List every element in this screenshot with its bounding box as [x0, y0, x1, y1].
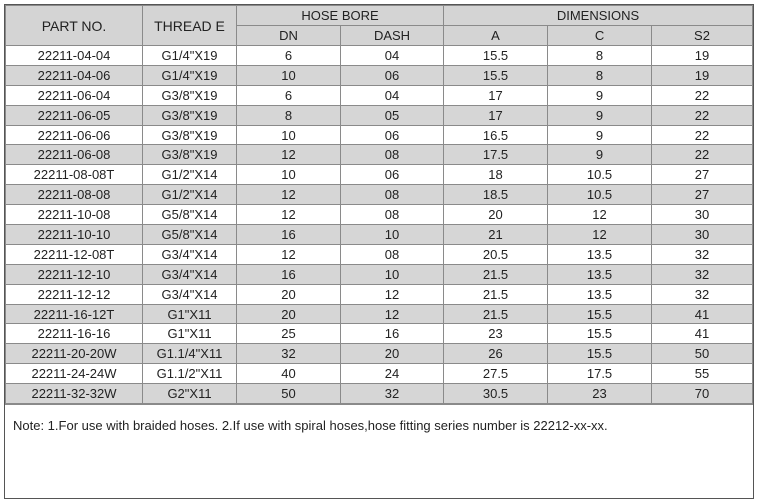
- header-s2: S2: [652, 26, 753, 46]
- cell-c: 9: [548, 145, 652, 165]
- cell-a: 23: [444, 324, 548, 344]
- cell-thread-e: G1.1/4"X11: [143, 344, 237, 364]
- cell-part-no: 22211-12-12: [6, 284, 143, 304]
- cell-dn: 12: [237, 145, 341, 165]
- cell-dn: 10: [237, 165, 341, 185]
- cell-c: 10.5: [548, 165, 652, 185]
- table-row: [6, 244, 753, 264]
- cell-c: 9: [548, 105, 652, 125]
- cell-dash: 05: [341, 105, 444, 125]
- cell-a: 27.5: [444, 364, 548, 384]
- table-header: [6, 6, 753, 46]
- cell-thread-e: G3/8"X19: [143, 85, 237, 105]
- cell-thread-e: G3/8"X19: [143, 125, 237, 145]
- cell-s2: 27: [652, 185, 753, 205]
- cell-s2: 30: [652, 205, 753, 225]
- cell-dn: 12: [237, 244, 341, 264]
- header-dimensions: DIMENSIONS: [444, 6, 753, 26]
- header-dash: DASH: [341, 26, 444, 46]
- table-row: [6, 65, 753, 85]
- cell-dn: 32: [237, 344, 341, 364]
- table-row: [6, 284, 753, 304]
- cell-dash: 08: [341, 185, 444, 205]
- cell-dash: 32: [341, 384, 444, 404]
- header-part-no: PART NO.: [6, 6, 143, 46]
- cell-thread-e: G5/8"X14: [143, 205, 237, 225]
- cell-dash: 06: [341, 125, 444, 145]
- table-row: [6, 185, 753, 205]
- cell-c: 8: [548, 65, 652, 85]
- cell-c: 9: [548, 85, 652, 105]
- cell-a: 21.5: [444, 304, 548, 324]
- cell-part-no: 22211-12-10: [6, 264, 143, 284]
- table-row: [6, 105, 753, 125]
- cell-a: 17.5: [444, 145, 548, 165]
- cell-part-no: 22211-06-04: [6, 85, 143, 105]
- cell-dash: 20: [341, 344, 444, 364]
- cell-dn: 16: [237, 264, 341, 284]
- table-row: [6, 264, 753, 284]
- cell-dash: 16: [341, 324, 444, 344]
- cell-dn: 50: [237, 384, 341, 404]
- cell-dash: 08: [341, 145, 444, 165]
- header-hose-bore: HOSE BORE: [237, 6, 444, 26]
- cell-s2: 22: [652, 145, 753, 165]
- cell-a: 18: [444, 165, 548, 185]
- cell-a: 30.5: [444, 384, 548, 404]
- cell-dn: 8: [237, 105, 341, 125]
- cell-part-no: 22211-08-08: [6, 185, 143, 205]
- cell-s2: 22: [652, 125, 753, 145]
- cell-c: 13.5: [548, 264, 652, 284]
- cell-part-no: 22211-10-08: [6, 205, 143, 225]
- cell-c: 15.5: [548, 304, 652, 324]
- cell-part-no: 22211-04-06: [6, 65, 143, 85]
- cell-c: 12: [548, 205, 652, 225]
- cell-s2: 32: [652, 244, 753, 264]
- table-row: [6, 125, 753, 145]
- cell-part-no: 22211-32-32W: [6, 384, 143, 404]
- cell-c: 15.5: [548, 344, 652, 364]
- cell-a: 15.5: [444, 46, 548, 66]
- cell-a: 21.5: [444, 284, 548, 304]
- cell-dn: 25: [237, 324, 341, 344]
- cell-c: 17.5: [548, 364, 652, 384]
- cell-thread-e: G1.1/2"X11: [143, 364, 237, 384]
- cell-c: 13.5: [548, 284, 652, 304]
- cell-s2: 32: [652, 284, 753, 304]
- table-row: [6, 384, 753, 404]
- cell-a: 17: [444, 105, 548, 125]
- cell-s2: 19: [652, 65, 753, 85]
- cell-dn: 12: [237, 205, 341, 225]
- cell-dash: 08: [341, 205, 444, 225]
- table-row: [6, 85, 753, 105]
- cell-thread-e: G3/8"X19: [143, 105, 237, 125]
- cell-s2: 27: [652, 165, 753, 185]
- table-row: [6, 344, 753, 364]
- table-row: [6, 324, 753, 344]
- cell-a: 16.5: [444, 125, 548, 145]
- footnote: Note: 1.For use with braided hoses. 2.If use with spiral hoses,hose fitting series number is 22212-xx-xx.: [5, 404, 753, 447]
- table-row: [6, 364, 753, 384]
- table-row: [6, 205, 753, 225]
- table-row: [6, 304, 753, 324]
- cell-part-no: 22211-20-20W: [6, 344, 143, 364]
- table-row: [6, 46, 753, 66]
- cell-c: 12: [548, 225, 652, 245]
- cell-thread-e: G1"X11: [143, 304, 237, 324]
- cell-thread-e: G1/2"X14: [143, 185, 237, 205]
- cell-thread-e: G3/8"X19: [143, 145, 237, 165]
- table-row: [6, 165, 753, 185]
- cell-dash: 06: [341, 65, 444, 85]
- cell-part-no: 22211-16-12T: [6, 304, 143, 324]
- cell-dash: 10: [341, 264, 444, 284]
- cell-part-no: 22211-06-06: [6, 125, 143, 145]
- spec-sheet: [4, 4, 754, 499]
- header-c: C: [548, 26, 652, 46]
- cell-s2: 30: [652, 225, 753, 245]
- cell-dn: 20: [237, 304, 341, 324]
- cell-thread-e: G2"X11: [143, 384, 237, 404]
- cell-part-no: 22211-06-08: [6, 145, 143, 165]
- cell-a: 17: [444, 85, 548, 105]
- cell-thread-e: G1/2"X14: [143, 165, 237, 185]
- cell-c: 13.5: [548, 244, 652, 264]
- header-dn: DN: [237, 26, 341, 46]
- cell-c: 23: [548, 384, 652, 404]
- cell-dash: 24: [341, 364, 444, 384]
- cell-a: 15.5: [444, 65, 548, 85]
- cell-s2: 55: [652, 364, 753, 384]
- cell-a: 21.5: [444, 264, 548, 284]
- cell-a: 26: [444, 344, 548, 364]
- cell-c: 8: [548, 46, 652, 66]
- cell-s2: 50: [652, 344, 753, 364]
- cell-part-no: 22211-24-24W: [6, 364, 143, 384]
- cell-dash: 04: [341, 85, 444, 105]
- cell-part-no: 22211-16-16: [6, 324, 143, 344]
- cell-s2: 41: [652, 324, 753, 344]
- cell-dn: 20: [237, 284, 341, 304]
- cell-part-no: 22211-12-08T: [6, 244, 143, 264]
- cell-thread-e: G1"X11: [143, 324, 237, 344]
- cell-dash: 12: [341, 304, 444, 324]
- cell-thread-e: G5/8"X14: [143, 225, 237, 245]
- cell-dash: 10: [341, 225, 444, 245]
- cell-thread-e: G1/4"X19: [143, 46, 237, 66]
- cell-c: 10.5: [548, 185, 652, 205]
- header-a: A: [444, 26, 548, 46]
- cell-a: 20: [444, 205, 548, 225]
- table-row: [6, 145, 753, 165]
- cell-dn: 10: [237, 125, 341, 145]
- cell-part-no: 22211-04-04: [6, 46, 143, 66]
- cell-dn: 6: [237, 85, 341, 105]
- cell-dn: 6: [237, 46, 341, 66]
- cell-s2: 22: [652, 105, 753, 125]
- cell-s2: 19: [652, 46, 753, 66]
- table-row: [6, 225, 753, 245]
- cell-part-no: 22211-10-10: [6, 225, 143, 245]
- cell-a: 20.5: [444, 244, 548, 264]
- cell-s2: 70: [652, 384, 753, 404]
- header-thread-e: THREAD E: [143, 6, 237, 46]
- cell-s2: 32: [652, 264, 753, 284]
- cell-dash: 04: [341, 46, 444, 66]
- cell-thread-e: G3/4"X14: [143, 284, 237, 304]
- cell-a: 21: [444, 225, 548, 245]
- cell-thread-e: G1/4"X19: [143, 65, 237, 85]
- cell-dn: 40: [237, 364, 341, 384]
- cell-c: 15.5: [548, 324, 652, 344]
- fittings-table: [5, 5, 753, 404]
- table-body: [6, 46, 753, 404]
- cell-dash: 08: [341, 244, 444, 264]
- cell-dn: 12: [237, 185, 341, 205]
- cell-dn: 10: [237, 65, 341, 85]
- cell-a: 18.5: [444, 185, 548, 205]
- cell-thread-e: G3/4"X14: [143, 264, 237, 284]
- cell-dash: 06: [341, 165, 444, 185]
- cell-s2: 22: [652, 85, 753, 105]
- cell-part-no: 22211-06-05: [6, 105, 143, 125]
- cell-s2: 41: [652, 304, 753, 324]
- cell-c: 9: [548, 125, 652, 145]
- cell-dn: 16: [237, 225, 341, 245]
- cell-thread-e: G3/4"X14: [143, 244, 237, 264]
- cell-dash: 12: [341, 284, 444, 304]
- cell-part-no: 22211-08-08T: [6, 165, 143, 185]
